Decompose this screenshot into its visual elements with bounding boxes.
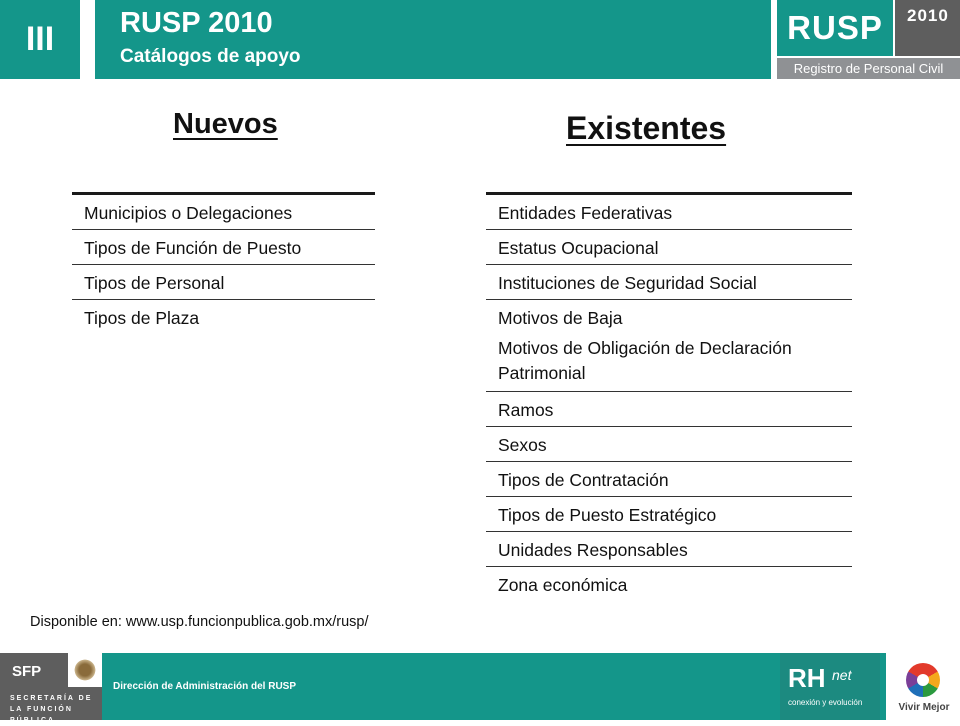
flower-icon — [906, 663, 940, 697]
list-item: Estatus Ocupacional — [486, 230, 852, 265]
list-item: Motivos de Baja — [498, 308, 623, 328]
rhnet-logo — [780, 653, 880, 720]
list-item: Tipos de Plaza — [84, 308, 200, 328]
list-item: Entidades Federativas — [486, 195, 852, 230]
rusp-logo-text: RUSP — [777, 0, 893, 56]
list-item: Tipos de Puesto Estratégico — [486, 497, 852, 532]
sfp-name: SECRETARÍA DE LA FUNCIÓN PÚBLICA — [10, 695, 93, 724]
mexico-seal-icon — [68, 653, 102, 687]
sfp-logo — [0, 653, 102, 724]
nuevos-list — [72, 192, 375, 335]
page-subtitle: Catálogos de apoyo — [120, 46, 301, 67]
list-item: Tipos de Función de Puesto — [72, 230, 375, 265]
sfp-abbr: SFP — [12, 663, 42, 680]
list-item: Zona económica — [498, 575, 628, 595]
page-title: RUSP 2010 — [120, 7, 273, 39]
footer — [0, 653, 960, 724]
list-item: Municipios o Delegaciones — [72, 195, 375, 230]
department-name: Dirección de Administración del RUSP — [113, 681, 297, 692]
list-item: Motivos de Obligación de Declaración Patrimonial — [486, 336, 852, 392]
list-item: Sexos — [486, 427, 852, 462]
list-item: Ramos — [486, 392, 852, 427]
existentes-list — [486, 192, 852, 602]
title-banner — [95, 0, 771, 79]
rhnet-logo-net: net — [832, 667, 852, 683]
list-item: Tipos de Personal — [72, 265, 375, 300]
rhnet-logo-rh: RH — [788, 663, 826, 693]
nuevos-heading: Nuevos — [173, 108, 278, 140]
rhnet-tagline: conexión y evolución — [788, 698, 863, 707]
source-link[interactable]: Disponible en: www.usp.funcionpublica.gob.mx/rusp/ — [30, 614, 369, 630]
list-item: Tipos de Contratación — [486, 462, 852, 497]
rusp-logo — [777, 0, 960, 79]
section-number: III — [0, 0, 80, 79]
header — [0, 0, 960, 79]
list-item: Unidades Responsables — [486, 532, 852, 567]
vivir-mejor-text: Vivir Mejor — [898, 702, 950, 713]
list-item: Instituciones de Seguridad Social — [486, 265, 852, 300]
rusp-logo-caption: Registro de Personal Civil — [777, 58, 960, 79]
rusp-logo-year: 2010 — [895, 0, 960, 56]
existentes-heading: Existentes — [566, 110, 727, 146]
vivir-mejor-logo — [886, 653, 960, 720]
